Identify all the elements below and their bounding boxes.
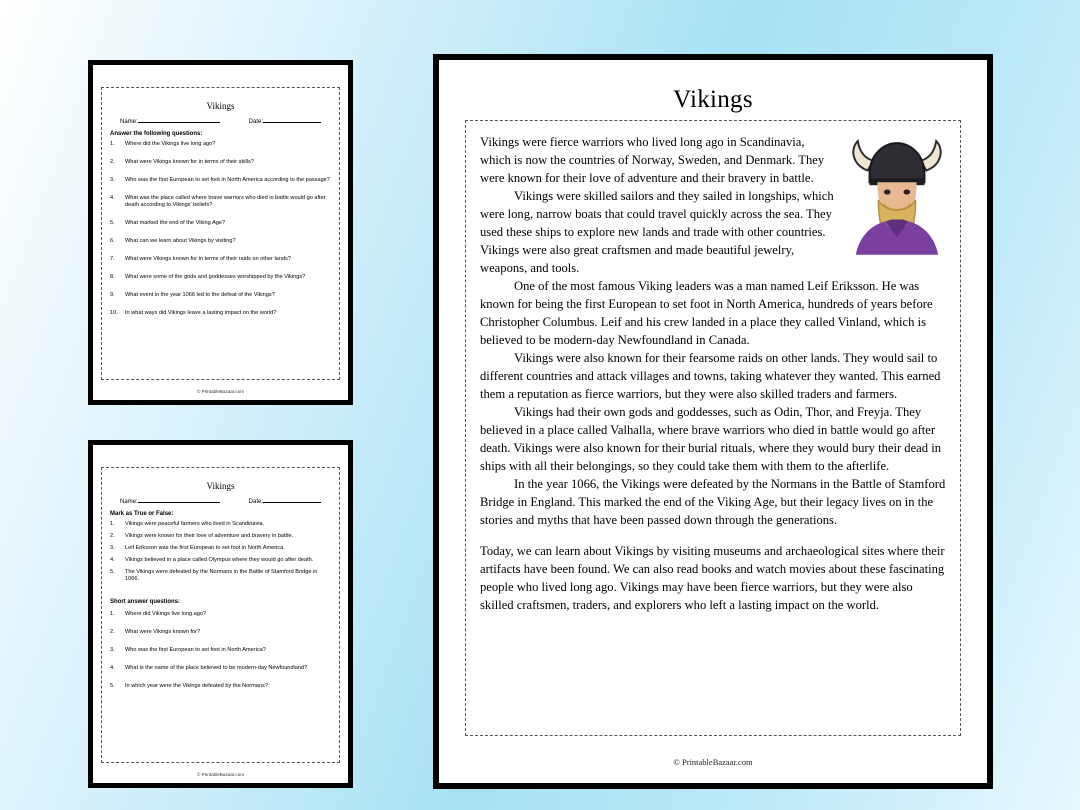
question-number: 6.	[110, 237, 115, 244]
list-item	[110, 665, 331, 672]
list-item	[110, 141, 331, 148]
reading-passage-page	[433, 54, 993, 789]
worksheet-truefalse-copyright: © PrintableBazaar.com	[196, 772, 245, 777]
question-number: 8.	[110, 273, 115, 280]
viking-warrior-illustration-icon	[848, 135, 946, 255]
name-input-line[interactable]	[138, 495, 220, 503]
question-number: 4.	[110, 664, 115, 671]
statement-number: 3.	[110, 544, 115, 551]
list-item	[110, 521, 331, 528]
worksheet-truefalse-title: Vikings	[206, 481, 235, 491]
question-text: Who was the first European to set foot in North America according to the passage?	[125, 176, 330, 183]
passage-paragraph: Vikings had their own gods and goddesses, such as Odin, Thor, and Freyja. They believed in a place called Valhalla, where brave warriors who died in battle would go after death. Vikings were also known for their burial rituals, where they would bury their dead in ships with all their belongings, so they could take them with them to the afterlife.	[480, 405, 942, 473]
passage-body	[480, 133, 946, 614]
passage-frame	[465, 120, 961, 736]
statement-text: Leif Eriksson was the first European to set foot in North America.	[125, 544, 285, 551]
list-item	[110, 545, 331, 552]
question-text: Where did Vikings live long ago?	[125, 610, 207, 617]
worksheet-questions-title: Vikings	[206, 101, 235, 111]
question-number: 4.	[110, 194, 115, 201]
list-item	[110, 629, 331, 636]
truefalse-section-heading: Mark as True or False:	[110, 511, 174, 517]
statement-text: The Vikings were defeated by the Normans in the Battle of Stamford Bridge in 1066.	[125, 568, 318, 582]
statement-text: Vikings were known for their love of adventure and bravery in battle.	[125, 532, 294, 539]
passage-paragraph: One of the most famous Viking leaders was a man named Leif Eriksson. He was known for being the first European to set foot in North America, hundreds of years before Christopher Columbus. Leif and his crew landed in a place they called Vinland, which is believed to be modern-day Newfoundland in Canada.	[480, 279, 933, 347]
date-field-group[interactable]	[249, 115, 321, 125]
list-item	[110, 557, 331, 564]
worksheet-questions-frame	[101, 87, 340, 380]
list-item	[110, 177, 331, 184]
question-number: 5.	[110, 682, 115, 689]
question-text: Who was the first European to set foot in North America?	[125, 646, 266, 653]
question-text: What event in the year 1066 led to the defeat of the Vikings?	[125, 291, 275, 298]
list-item	[110, 683, 331, 690]
short-answer-heading: Short answer questions:	[110, 598, 181, 605]
date-label: Date:	[248, 119, 263, 125]
question-number: 9.	[110, 291, 115, 298]
name-input-line[interactable]	[138, 115, 220, 123]
name-field-group[interactable]	[120, 115, 220, 125]
list-item	[110, 220, 331, 227]
name-field-group[interactable]	[120, 495, 220, 505]
question-number: 7.	[110, 255, 115, 262]
question-number: 3.	[110, 646, 115, 653]
question-text: What can we learn about Vikings by visiting?	[125, 237, 236, 244]
date-input-line[interactable]	[263, 115, 321, 123]
statement-number: 4.	[110, 556, 115, 563]
question-text: What were Vikings known for in terms of their raids on other lands?	[125, 255, 291, 262]
list-item	[110, 533, 331, 540]
question-text: Where did the Vikings live long ago?	[125, 141, 216, 147]
question-text: In which year were the Vikings defeated by the Normans?	[125, 682, 268, 689]
question-text: What were Vikings known for?	[125, 628, 201, 635]
passage-copyright: © PrintableBazaar.com	[673, 757, 753, 767]
passage-paragraph: Vikings were also known for their fearsome raids on other lands. They would sail to different countries and attack villages and towns, taking whatever they wanted. This earned them a reputation as fierce warriors, but they were also skilled traders and farmers.	[480, 351, 941, 401]
question-number: 1.	[110, 610, 115, 617]
list-item	[110, 159, 331, 166]
statement-text: Vikings were peaceful farmers who lived in Scandinavia.	[125, 521, 265, 527]
list-item	[110, 274, 331, 281]
name-label: Name:	[120, 499, 138, 505]
truefalse-list	[110, 521, 331, 583]
question-number: 1.	[110, 141, 115, 147]
question-text: What was the place called where brave warriors who died in battle would go after death according to Vikings' beliefs?	[125, 194, 326, 208]
question-text: In what ways did Vikings leave a lasting impact on the world?	[125, 309, 277, 316]
worksheet-truefalse-page	[88, 440, 353, 788]
question-number: 10.	[110, 309, 118, 316]
page-title: Vikings	[673, 86, 753, 113]
question-text: What is the name of the place believed to be modern-day Newfoundland?	[125, 664, 308, 671]
list-item	[110, 611, 331, 618]
passage-closing-paragraph: Today, we can learn about Vikings by visiting museums and archaeological sites where their artifacts have been found. We can also read books and watch movies about these fascinating people who lived long ago. Vikings may have been fierce warriors, but they were also skilled craftsmen, traders, and explorers who left a lasting impact on the world.	[480, 544, 945, 612]
worksheet-truefalse-frame	[101, 467, 340, 763]
question-number: 5.	[110, 219, 115, 226]
statement-number: 2.	[110, 532, 115, 539]
statement-text: Vikings believed in a place called Olympus where they would go after death.	[125, 556, 314, 563]
passage-paragraph: Vikings were skilled sailors and they sailed in longships, which were long, narrow boats that could travel quickly across the sea. They used these ships to explore new lands and trade with other countries. Vikings were also great craftsmen and made beautiful jewelry, weapons, and tools.	[480, 189, 834, 275]
question-text: What were Vikings known for in terms of their skills?	[125, 158, 254, 165]
list-item	[110, 647, 331, 654]
statement-number: 5.	[110, 568, 115, 575]
date-field-group[interactable]	[249, 495, 321, 505]
short-answer-list	[110, 611, 331, 690]
date-input-line[interactable]	[263, 495, 321, 503]
worksheet-questions-page	[88, 60, 353, 405]
list-item	[110, 569, 331, 583]
questions-section-heading: Answer the following questions:	[110, 131, 203, 137]
name-date-row	[110, 115, 331, 125]
date-label: Date:	[248, 499, 263, 505]
question-number: 2.	[110, 628, 115, 635]
statement-number: 1.	[110, 521, 115, 527]
passage-paragraph: Vikings were fierce warriors who lived long ago in Scandinavia, which is now the countries of Norway, Sweden, and Denmark. They were known for their love of adventure and their bravery in battle.	[480, 135, 825, 185]
list-item	[110, 256, 331, 263]
question-number: 3.	[110, 176, 115, 183]
list-item	[110, 238, 331, 245]
worksheet-questions-copyright: © PrintableBazaar.com	[196, 389, 245, 394]
name-label: Name:	[120, 119, 138, 125]
passage-paragraph: In the year 1066, the Vikings were defeated by the Normans in the Battle of Stamford Bridge in England. This marked the end of the Viking Age, but their legacy lives on in the stories and myths that have been passed down through the generations.	[480, 477, 946, 527]
list-item	[110, 292, 331, 299]
list-item	[110, 310, 331, 317]
question-text: What marked the end of the Viking Age?	[125, 219, 226, 226]
question-number: 2.	[110, 158, 115, 165]
questions-list	[110, 141, 331, 317]
list-item	[110, 195, 331, 209]
question-text: What were some of the gods and goddesses worshipped by the Vikings?	[125, 273, 306, 280]
name-date-row	[110, 495, 331, 505]
